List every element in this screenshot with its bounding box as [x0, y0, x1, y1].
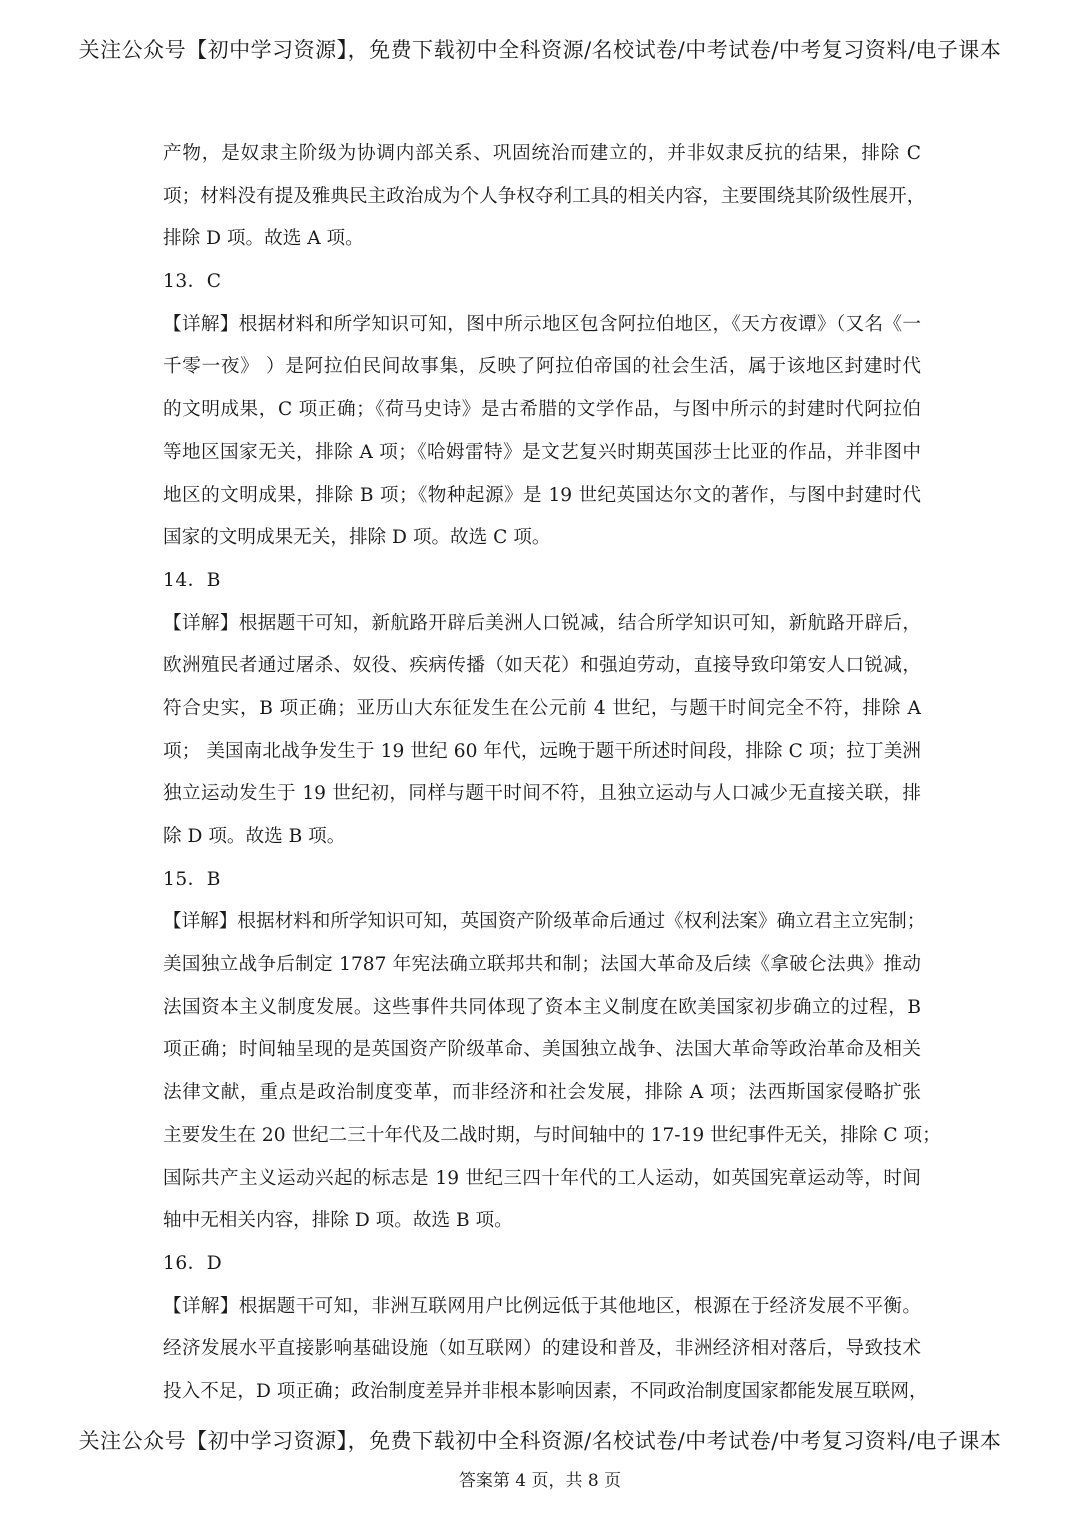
- text-line: 独立运动发生于 19 世纪初，同样与题干时间不符，且独立运动与人口减少无直接关联，排: [163, 783, 921, 805]
- text-line: 【详解】根据材料和所学知识可知，图中所示地区包含阿拉伯地区，《天方夜谭》（又名《一: [163, 313, 921, 335]
- text-line: 法律文献，重点是政治制度变革，而非经济和社会发展，排除 A 项；法西斯国家侵略扩张: [163, 1082, 921, 1104]
- text-line: 的文明成果，C 项正确；《荷马史诗》是古希腊的文学作品，与图中所示的封建时代阿拉伯: [163, 399, 921, 421]
- text-line: 产物，是奴隶主阶级为协调内部关系、巩固统治而建立的，并非奴隶反抗的结果，排除 C: [163, 143, 921, 164]
- question-number-13: 13．C: [163, 271, 222, 293]
- question-number-14: 14．B: [163, 569, 221, 591]
- text-line: 美国独立战争后制定 1787 年宪法确立联邦共和制；法国大革命及后续《拿破仑法典》推动: [163, 954, 921, 976]
- text-line: 除 D 项。故选 B 项。: [163, 826, 346, 847]
- text-line: 经济发展水平直接影响基础设施（如互联网）的建设和普及，非洲经济相对落后，导致技术: [163, 1338, 921, 1360]
- promo-banner-bottom: 关注公众号【初中学习资源】，免费下载初中全科资源/名校试卷/中考试卷/中考复习资料/电子课本: [78, 1429, 1002, 1453]
- text-line: 千零一夜》 ）是阿拉伯民间故事集，反映了阿拉伯帝国的社会生活，属于该地区封建时代: [163, 356, 921, 378]
- question-number-15: 15．B: [163, 868, 221, 890]
- text-line: 投入不足，D 项正确；政治制度差异并非根本影响因素，不同政治制度国家都能发展互联网，: [163, 1380, 928, 1402]
- text-line: 国家的文明成果无关，排除 D 项。故选 C 项。: [163, 527, 551, 549]
- text-line: 主要发生在 20 世纪二三十年代及二战时期，与时间轴中的 17-19 世纪事件无关，排除 C 项；: [163, 1124, 941, 1146]
- promo-banner-top: 关注公众号【初中学习资源】，免费下载初中全科资源/名校试卷/中考试卷/中考复习资料/电子课本: [78, 38, 1002, 62]
- text-line: 轴中无相关内容，排除 D 项。故选 B 项。: [163, 1210, 513, 1232]
- text-line: 【详解】根据题干可知，新航路开辟后美洲人口锐减，结合所学知识可知，新航路开辟后，: [163, 612, 921, 634]
- text-line: 等地区国家无关，排除 A 项；《哈姆雷特》是文艺复兴时期英国莎士比亚的作品，并非图中: [163, 441, 921, 463]
- text-line: 国际共产主义运动兴起的标志是 19 世纪三四十年代的工人运动，如英国宪章运动等，时间: [163, 1167, 921, 1189]
- text-line: 地区的文明成果，排除 B 项；《物种起源》是 19 世纪英国达尔文的著作，与图中封建时代: [163, 484, 921, 506]
- question-number-16: 16．D: [163, 1252, 223, 1274]
- text-line: 排除 D 项。故选 A 项。: [163, 228, 364, 250]
- page-number: 答案第 4 页，共 8 页: [458, 1471, 622, 1491]
- answer-content: [163, 138, 941, 1419]
- text-line: 项正确；时间轴呈现的是英国资产阶级革命、美国独立战争、法国大革命等政治革命及相关: [163, 1039, 921, 1061]
- text-line: 欧洲殖民者通过屠杀、奴役、疾病传播（如天花）和强迫劳动，直接导致印第安人口锐减，: [163, 655, 921, 677]
- text-line: 【详解】根据题干可知，非洲互联网用户比例远低于其他地区，根源在于经济发展不平衡。: [163, 1295, 921, 1317]
- text-line: 法国资本主义制度发展。这些事件共同体现了资本主义制度在欧美国家初步确立的过程，B: [163, 996, 921, 1018]
- text-line: 符合史实，B 项正确；亚历山大东征发生在公元前 4 世纪，与题干时间完全不符，排除 A: [163, 697, 921, 719]
- text-line: 【详解】根据材料和所学知识可知，英国资产阶级革命后通过《权利法案》确立君主立宪制；: [163, 911, 926, 933]
- text-line: 项；材料没有提及雅典民主政治成为个人争权夺利工具的相关内容，主要围绕其阶级性展开，: [163, 185, 926, 207]
- text-line: 项； 美国南北战争发生于 19 世纪 60 年代，远晚于题干所述时间段，排除 C 项；拉丁美洲: [163, 740, 921, 762]
